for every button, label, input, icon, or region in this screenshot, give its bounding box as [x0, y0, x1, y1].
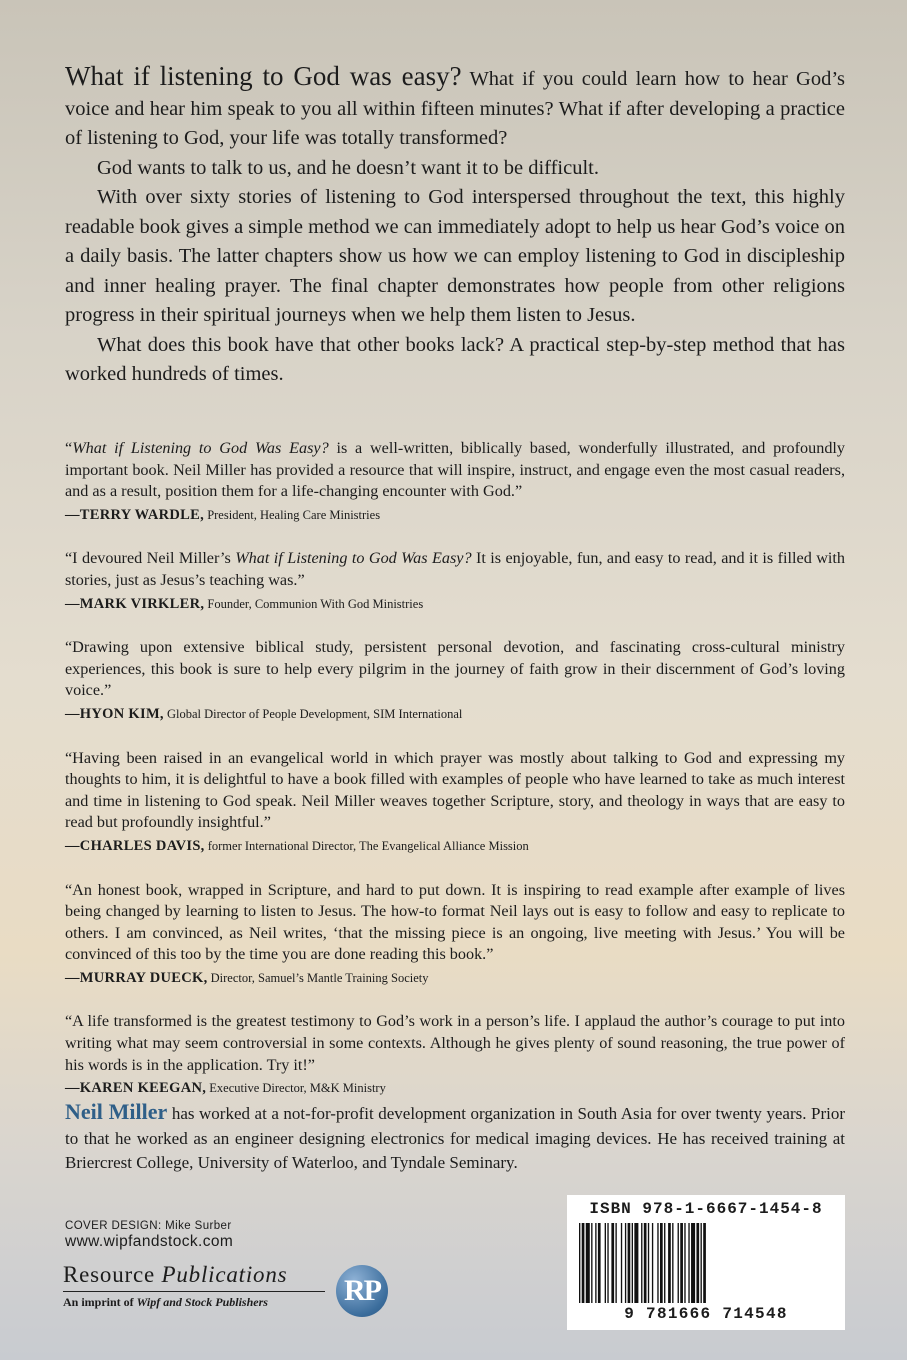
endorser-name: —MARK VIRKLER,: [65, 595, 205, 612]
barcode-icon: [579, 1223, 833, 1303]
barcode-bar: [586, 1223, 590, 1303]
barcode-digits: 9 781666 714548: [624, 1305, 788, 1323]
endorser-name: —HYON KIM,: [65, 705, 164, 722]
barcode-bar: [657, 1223, 658, 1303]
barcode-bar: [598, 1223, 601, 1303]
blurb-paragraph-2: God wants to talk to us, and he doesn’t want it to be difficult.: [97, 156, 599, 179]
quote-book-title: What if Listening to God Was Easy?: [235, 549, 472, 568]
quote-body: is a well-written, biblically based, wonderfully illustrated, and profoundly important book. Neil Miller has provided a resource that will inspire, instruct, and engage even the most casual readers, and as a result, position them for a life-changing encounter with God.”: [65, 439, 846, 501]
endorsement: [65, 1011, 845, 1099]
endorser-name: —CHARLES DAVIS,: [65, 837, 205, 854]
credits: [65, 1220, 233, 1251]
cover-design-credit: COVER DESIGN: Mike Surber: [65, 1220, 232, 1232]
endorsement: [65, 637, 845, 725]
barcode-bar: [591, 1223, 592, 1303]
blurb-lead-question: What if listening to God was easy?: [65, 61, 462, 91]
quote-open: “: [65, 439, 73, 457]
rp-logo-icon: RP: [336, 1265, 388, 1317]
quote-body: “An honest book, wrapped in Scripture, and hard to put down. It is inspiring to read example after example of lives being changed by learning to listen to Jesus. The how-to format Neil lays out is easy to follow and easy to replicate to others. I am convinced, as Neil writes, ‘that the missing piece is an ongoing, live meeting with Jesus.’ You will be convinced of this too by the time you are done reading this book.”: [65, 880, 845, 964]
endorsements: [65, 438, 845, 1122]
blurb-paragraph-4: What does this book have that other books lack? A practical step-by-step method that has worked hundreds of times.: [65, 333, 845, 385]
endorsement-attribution: [65, 704, 845, 726]
quote-body: “Having been raised in an evangelical world in which prayer was mostly about talking to God and expressing my thoughts to him, it is delightful to have a book filled with examples of people who have learned to take as much interest and time in listening to God speak. Neil Miller weaves together Scripture, story, and theology in ways that are easy to read but profoundly insightful.”: [65, 748, 845, 832]
publisher-imprint: [63, 1295, 268, 1310]
endorsement: [65, 880, 845, 990]
barcode-bar: [621, 1223, 622, 1303]
publisher-divider: [63, 1291, 325, 1292]
publisher-website: www.wipfandstock.com: [65, 1233, 234, 1250]
isbn-label: ISBN 978-1-6667-1454-8: [589, 1200, 823, 1218]
barcode-bar: [595, 1223, 596, 1303]
blurb-paragraph-1: [65, 62, 845, 154]
barcode-bar: [615, 1223, 616, 1303]
barcode-bar: [701, 1223, 702, 1303]
endorser-role: Executive Director, M&K Ministry: [206, 1081, 386, 1096]
endorsement-text: [65, 637, 845, 702]
barcode-bar: [582, 1223, 585, 1303]
endorsement-attribution: [65, 836, 845, 858]
endorsement-text: [65, 1011, 845, 1076]
barcode-bar: [605, 1223, 606, 1303]
barcode-bar: [632, 1223, 633, 1303]
author-bio-text: has worked at a not-for-profit development organization in South Asia for over twenty years. Prior to that he worked as an engineer designing electronics for medical imaging devices. He has received training at Briercrest College, University of Waterloo, and Tyndale Seminary.: [65, 1104, 845, 1172]
endorsement-attribution: [65, 968, 845, 990]
endorser-role: President, Healing Care Ministries: [204, 507, 381, 522]
barcode-bar: [625, 1223, 626, 1303]
barcode-bar: [652, 1223, 653, 1303]
isbn-barcode: [567, 1195, 845, 1330]
barcode-bar: [660, 1223, 663, 1303]
barcode-bar: [579, 1223, 580, 1303]
endorser-role: Director, Samuel’s Mantle Training Society: [207, 970, 429, 985]
quote-open: “I devoured Neil Miller’s: [65, 549, 236, 568]
quote-body: “Drawing upon extensive biblical study, persistent personal devotion, and fascinating cross-cultural ministry experiences, this book is sure to help every pilgrim in the journey of faith grow in their discernment of God’s loving voice.”: [65, 638, 845, 700]
imprint-name: Wipf and Stock Publishers: [136, 1295, 268, 1309]
quote-book-title: What if Listening to God Was Easy?: [72, 439, 329, 457]
endorsement-attribution: [65, 1078, 845, 1100]
endorser-name: —MURRAY DUECK,: [65, 969, 208, 986]
publisher-name-italic: Publications: [161, 1262, 288, 1287]
barcode-bar: [664, 1223, 665, 1303]
barcode-bar: [703, 1223, 706, 1303]
endorser-role: Founder, Communion With God Ministries: [204, 596, 424, 611]
barcode-bar: [607, 1223, 608, 1303]
barcode-bar: [644, 1223, 647, 1303]
barcode-bar: [611, 1223, 614, 1303]
quote-body: “A life transformed is the greatest testimony to God’s work in a person’s life. I applaud the author’s courage to put into writing what may seem controversial in some contexts. Although he gives plenty of sound reasoning, the true power of his words is in the application. Try it!”: [65, 1012, 845, 1074]
author-bio: [65, 1100, 845, 1176]
blurb-paragraph-3: With over sixty stories of listening to God interspersed throughout the text, this highly readable book gives a simple method we can immediately adopt to help us hear God’s voice on a daily basis. The latter chapters show us how we can employ listening to God in discipleship and inner healing prayer. The final chapter demonstrates how people from other religions progress in their spiritual journeys when we help them listen to Jesus.: [65, 186, 845, 326]
endorser-name: —TERRY WARDLE,: [65, 506, 205, 523]
publisher-name-plain: Resource: [63, 1262, 162, 1287]
barcode-bar: [634, 1223, 638, 1303]
barcode-bar: [641, 1223, 642, 1303]
endorser-name: —KAREN KEEGAN,: [65, 1080, 207, 1097]
barcode-bar: [691, 1223, 695, 1303]
barcode-bar: [688, 1223, 689, 1303]
endorsement-text: [65, 438, 845, 503]
publisher-block: [63, 1262, 393, 1322]
endorser-role: Global Director of People Development, SIM International: [163, 706, 463, 721]
barcode-bar: [696, 1223, 699, 1303]
author-name: Neil Miller: [65, 1099, 168, 1124]
blurb-p1-text: What if you could learn how to hear God’s voice and hear him speak to you all within fifteen minutes? What if after developing a practice of listening to God, your life was totally transformed?: [65, 68, 845, 149]
endorsement-text: [65, 880, 845, 966]
endorsement: [65, 548, 845, 615]
imprint-prefix: An imprint of: [63, 1295, 137, 1309]
quote-body: It is enjoyable, fun, and easy to read, and it is filled with stories, just as Jesus’s teaching was.”: [65, 549, 845, 589]
book-blurb: [65, 62, 845, 390]
barcode-bar: [668, 1223, 671, 1303]
endorsement: [65, 748, 845, 858]
endorsement-attribution: [65, 505, 845, 527]
barcode-bar: [672, 1223, 673, 1303]
endorsement-attribution: [65, 594, 845, 616]
barcode-bar: [684, 1223, 685, 1303]
barcode-bar: [628, 1223, 631, 1303]
barcode-bar: [648, 1223, 649, 1303]
endorsement-text: [65, 548, 845, 591]
endorsement: [65, 438, 845, 526]
barcode-bar: [680, 1223, 683, 1303]
endorser-role: former International Director, The Evangelical Alliance Mission: [204, 838, 529, 853]
barcode-bar: [678, 1223, 679, 1303]
endorsement-text: [65, 748, 845, 834]
publisher-name: [63, 1262, 287, 1288]
